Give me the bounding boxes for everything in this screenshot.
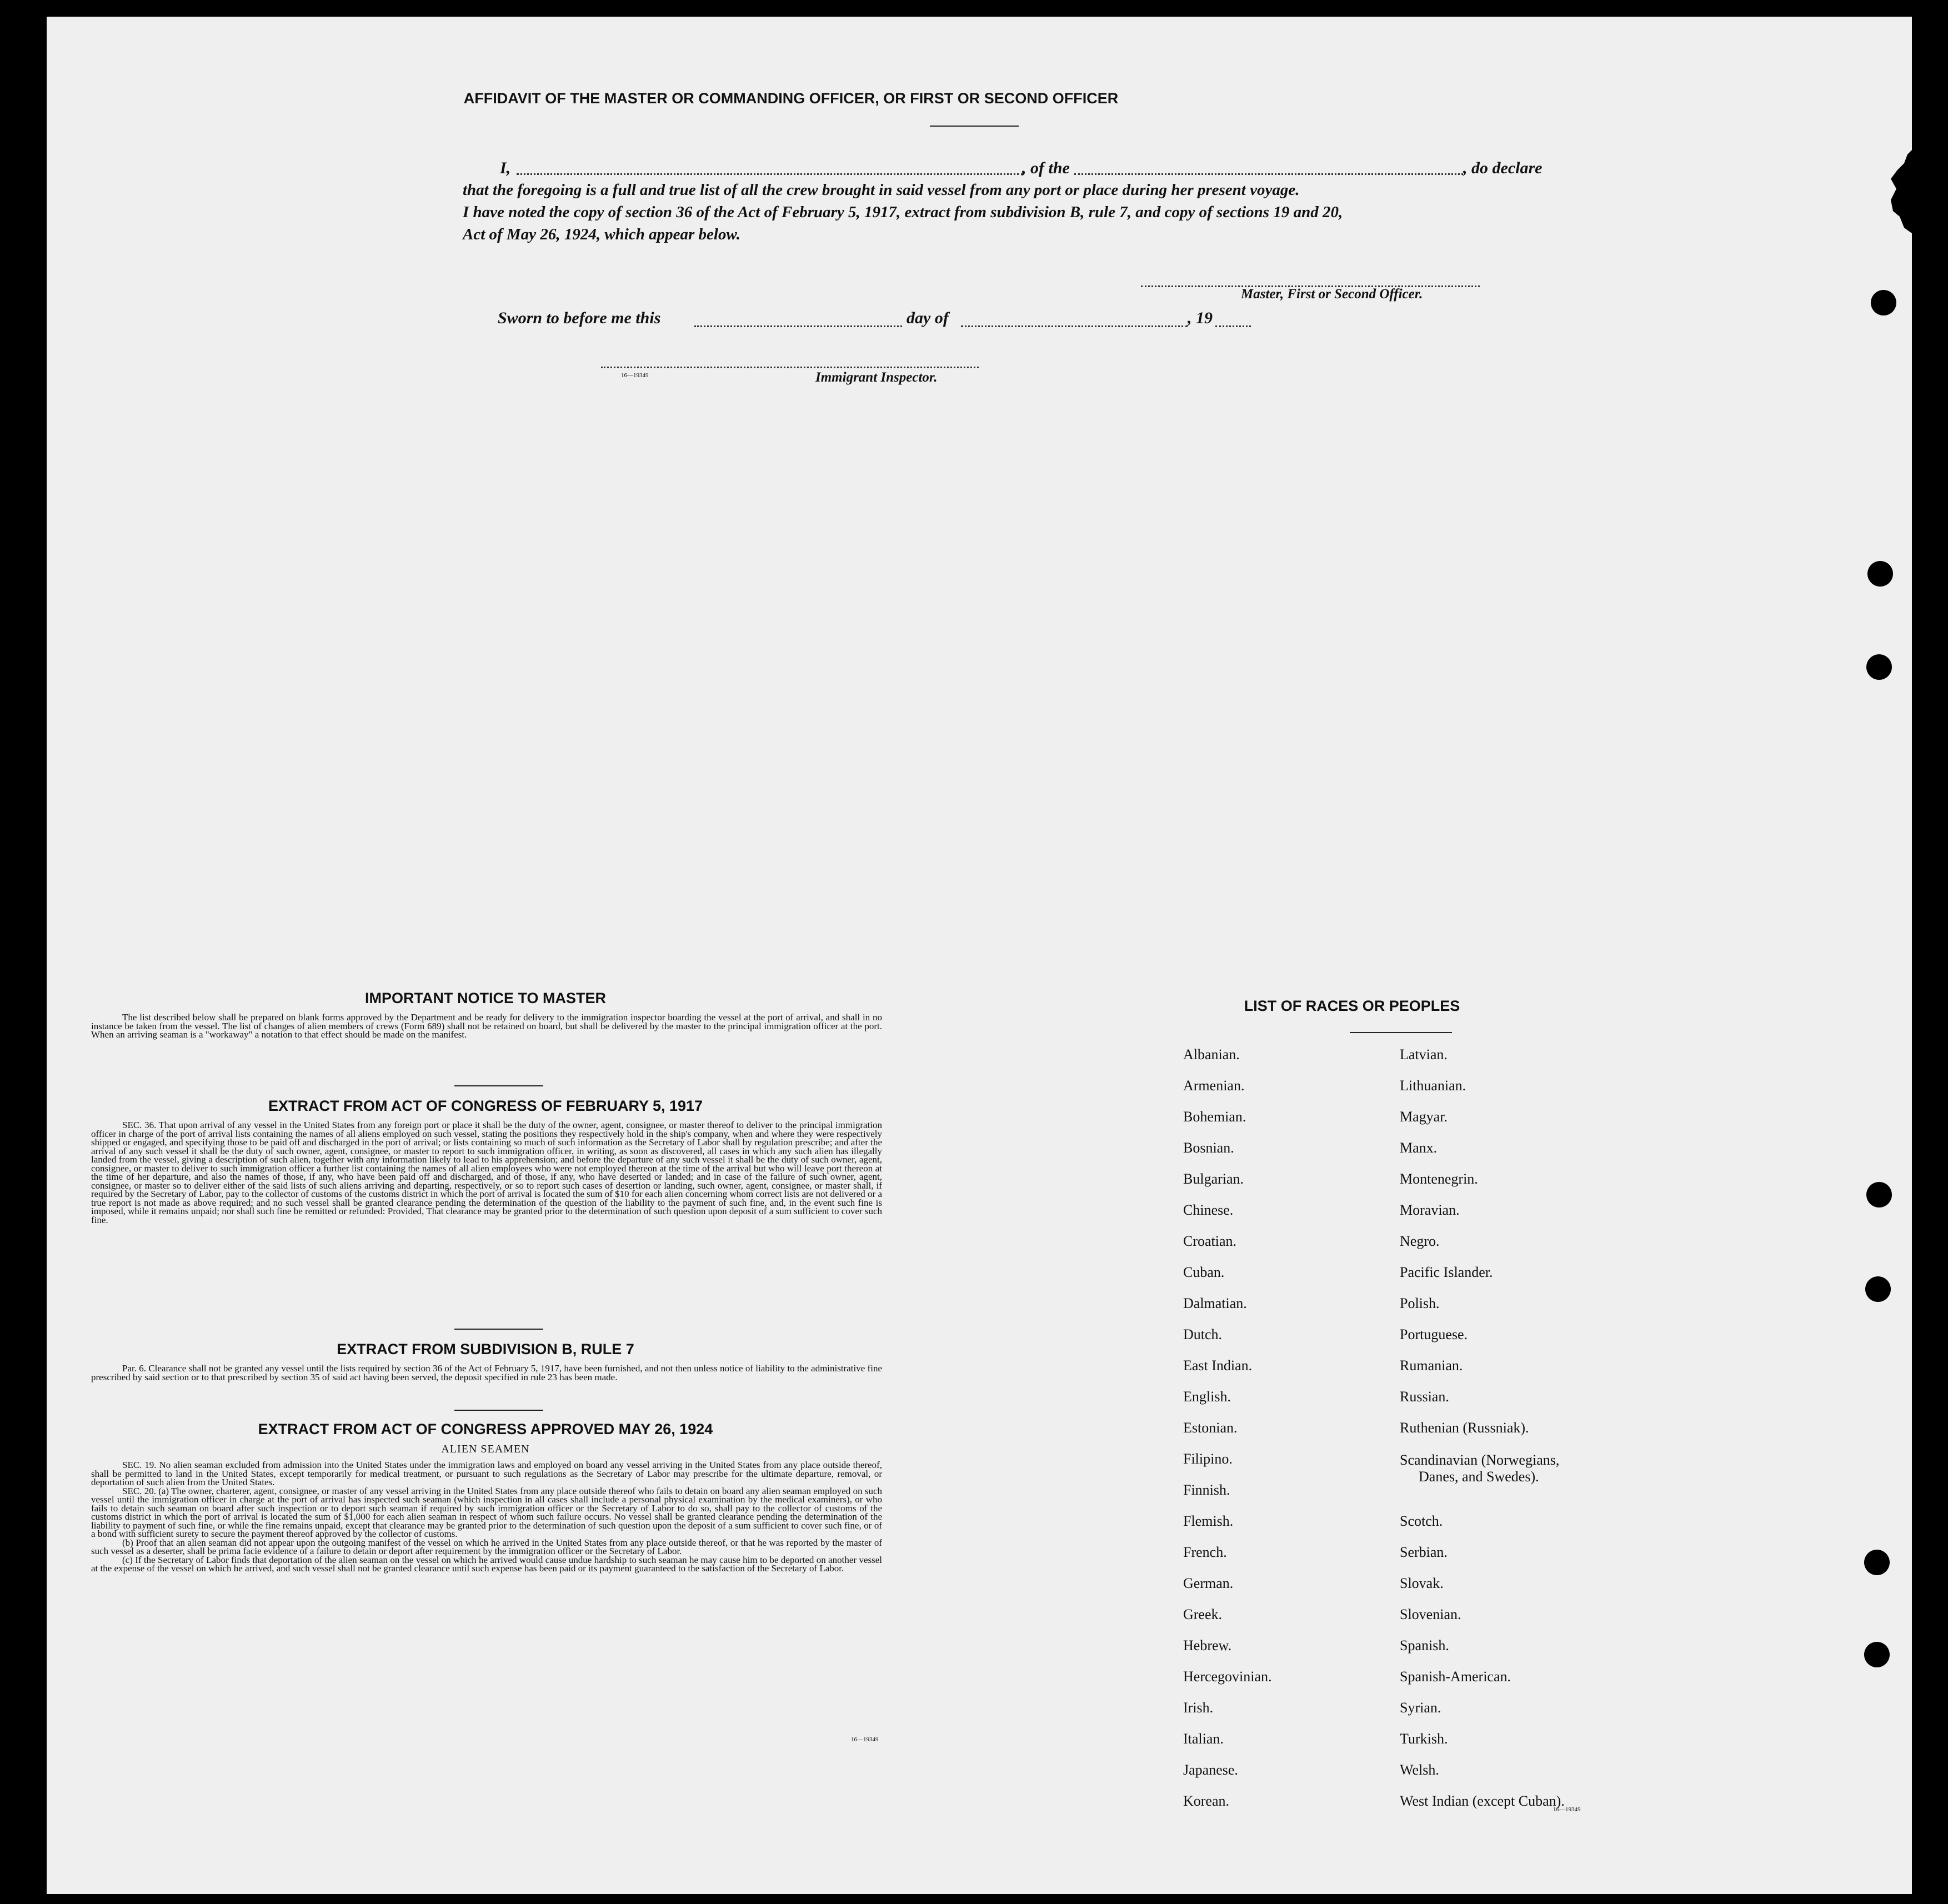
punch-hole [1867, 561, 1893, 587]
races-divider [1350, 1032, 1452, 1033]
form-page [47, 17, 1912, 1894]
sworn-month-field[interactable] [961, 325, 1188, 327]
extract-1924-text [91, 1461, 882, 1573]
extract-form-number: 16—19349 [851, 1736, 879, 1743]
of-the-label: , of the [1022, 159, 1070, 177]
affidavit-line-4: Act of May 26, 1924, which appear below. [463, 226, 740, 243]
race-item: Turkish. [1400, 1731, 1448, 1747]
race-item: Bohemian. [1183, 1109, 1246, 1125]
declarant-prefix: I, [500, 159, 511, 177]
race-item: Estonian. [1183, 1420, 1238, 1436]
race-item: Polish. [1400, 1295, 1440, 1311]
extract-1924-title: EXTRACT FROM ACT OF CONGRESS APPROVED MAY 26, 1924 [258, 1421, 713, 1437]
race-item: Slovenian. [1400, 1606, 1461, 1622]
section-19-paragraph: SEC. 19. No alien seaman excluded from admission into the United States under the immigration laws and employed on board any vessel arriving in the United States from any place outside thereof, shall be permitted to land in the United States, except temporarily for medical treatment, or pursuant to such regulations as the Secretary of Labor may prescribe for the ultimate departure, removal, or deportation of such alien from the United States. [91, 1460, 882, 1487]
sworn-year-field[interactable] [1215, 325, 1251, 327]
section-36-paragraph: SEC. 36. That upon arrival of any vessel in the United States from any foreign port or place it shall be the duty of the owner, agent, consignee, or master thereof to deliver to the principal immigration officer in charge of the port of arrival lists containing the names of all aliens employed on such vessel, stating the positions they respectively hold in the ship's company, when and where they were respectively shipped or engaged, and specifying those to be paid off and discharged in the port of arrival; or lists containing so much of such information as the Secretary of Labor shall by regulation prescribe; and after the arrival of any such vessel it shall be the duty of such owner, agent, consignee, or master to report to such immigration officer, in writing, as soon as discovered, all cases in which any such alien has illegally landed from the vessel, giving a description of such alien, together with any information likely to lead to his apprehension; and before the departure of any such vessel it shall be the duty of such owner, agent, consignee, or master to deliver to such immigration officer a further list containing the names of all alien employees who were not employed thereon at the time of the arrival but who will leave port thereon at the time of her departure, and also the names of those, if any, who have been paid off and discharged, and of those, if any, who have deserted or landed; and in case of the failure of such owner, agent, consignee, or master so to deliver either of the said lists of such aliens arriving and departing, respectively, or so to report such cases of desertion or landing, such owner, agent, consignee, or master shall, if required by the Secretary of Labor, pay to the collector of customs of the customs district in which the port of arrival is located the sum of $10 for each alien concerning whom correct lists are not delivered or a true report is not made as above required; and no such vessel shall be granted clearance pending the determination of the question of the liability to the payment of such fine, and, in the event such fine is imposed, while it remains unpaid; nor shall such fine be remitted or refunded: Provided, That clearance may be granted prior to the determination of such question upon deposit of a sum sufficient to cover such fine. [91, 1120, 882, 1225]
races-title: LIST OF RACES OR PEOPLES [1244, 998, 1460, 1014]
race-item: Japanese. [1183, 1762, 1238, 1778]
race-item: Croatian. [1183, 1233, 1237, 1249]
race-item: French. [1183, 1544, 1227, 1560]
punch-hole [1866, 1182, 1892, 1207]
extract-1917-text [91, 1121, 882, 1224]
extract-1917-divider [454, 1329, 543, 1330]
year-prefix: , 19 [1188, 309, 1213, 327]
race-item: Spanish-American. [1400, 1668, 1511, 1685]
race-item: Greek. [1183, 1606, 1223, 1622]
race-item: Latvian. [1400, 1046, 1448, 1063]
inspector-label: Immigrant Inspector. [815, 370, 938, 385]
alien-seamen-subtitle: ALIEN SEAMEN [441, 1443, 530, 1455]
rule-7-paragraph: Par. 6. Clearance shall not be granted any vessel until the lists required by section 36 of the Act of February 5, 1917, have been furnished, and not then unless notice of liability to the administrative fine prescribed by said section or to that prescribed by section 35 of said act having been served, the deposit specified in rule 23 has been made. [91, 1363, 882, 1382]
affidavit-title: AFFIDAVIT OF THE MASTER OR COMMANDING OFFICER, OR FIRST OR SECOND OFFICER [463, 90, 1119, 107]
sworn-label: Sworn to before me this [498, 309, 661, 327]
race-item: Pacific Islander. [1400, 1264, 1493, 1280]
rule-7-title: EXTRACT FROM SUBDIVISION B, RULE 7 [337, 1341, 634, 1357]
race-item: Slovak. [1400, 1575, 1444, 1591]
race-item: Chinese. [1183, 1202, 1234, 1218]
declare-label: , do declare [1463, 159, 1543, 177]
race-item: Portuguese. [1400, 1326, 1468, 1342]
race-item: Lithuanian. [1400, 1078, 1466, 1094]
race-item: Hebrew. [1183, 1637, 1232, 1654]
race-item: Korean. [1183, 1793, 1230, 1809]
extract-1917-title: EXTRACT FROM ACT OF CONGRESS OF FEBRUARY 5, 1917 [268, 1098, 703, 1114]
race-item: Spanish. [1400, 1637, 1449, 1654]
race-item: Italian. [1183, 1731, 1224, 1747]
affidavit-line-2: that the foregoing is a full and true list of all the crew brought in said vessel from any port or place during her present voyage. [463, 181, 1300, 199]
race-item: Cuban. [1183, 1264, 1225, 1280]
race-item: German. [1183, 1575, 1234, 1591]
race-item: Bulgarian. [1183, 1171, 1244, 1187]
torn-edge [1846, 150, 1912, 233]
race-item: West Indian (except Cuban). [1400, 1793, 1565, 1809]
day-of-label: day of [907, 309, 949, 327]
section-20c-paragraph: (c) If the Secretary of Labor finds that deportation of the alien seaman on the vessel on which he arrived would cause undue hardship to such seaman he may cause him to be deported on another vessel at the expense of the vessel on which he arrived, and such vessel shall not be granted clearance until such expense has been paid or its payment guaranteed to the satisfaction of the Secretary of Labor. [91, 1554, 882, 1574]
race-item: Negro. [1400, 1233, 1440, 1249]
races-form-number: 16—19349 [1553, 1806, 1581, 1813]
race-item: Flemish. [1183, 1513, 1234, 1529]
punch-hole [1864, 1550, 1890, 1575]
race-item: Ruthenian (Russniak). [1400, 1420, 1529, 1436]
sworn-day-field[interactable] [694, 325, 902, 327]
race-item: English. [1183, 1389, 1231, 1405]
section-20a-paragraph: SEC. 20. (a) The owner, charterer, agent, consignee, or master of any vessel arriving in the United States from any place outside thereof who fails to detain on board any alien seaman employed on such vessel until the immigration officer in charge at the port of arrival has inspected such seaman (which inspection in all cases shall include a personal physical examination by the medical examiners), or who fails to detain such seaman on board after such inspection or to deport such seaman if required by such immigration officer or the Secretary of Labor to do so, shall pay to the collector of customs of the customs district in which the port of arrival is located the sum of $1,000 for each alien seaman in respect of whom such failure occurs. No vessel shall be granted clearance pending the determination of the liability to payment of such fine, or while the fine remains unpaid, except that clearance may be granted prior to the determination of such question upon the deposit of a sum sufficient to cover such fine, or of a bond with sufficient surety to secure the payment thereof approved by the collector of customs. [91, 1485, 882, 1539]
inspector-signature-field[interactable] [601, 367, 979, 368]
race-item: Montenegrin. [1400, 1171, 1478, 1187]
race-item: Scotch. [1400, 1513, 1443, 1529]
race-item: Hercegovinian. [1183, 1668, 1272, 1685]
affidavit-form-number: 16—19349 [621, 372, 649, 379]
race-item: Dutch. [1183, 1326, 1223, 1342]
race-item: Magyar. [1400, 1109, 1448, 1125]
punch-hole [1866, 654, 1892, 680]
race-item: Scandinavian (Norwegians, [1400, 1452, 1560, 1468]
race-item: Manx. [1400, 1140, 1438, 1156]
race-item: Bosnian. [1183, 1140, 1234, 1156]
declarant-name-field[interactable] [517, 173, 1023, 175]
race-item: Filipino. [1183, 1451, 1233, 1467]
notice-title: IMPORTANT NOTICE TO MASTER [365, 990, 606, 1006]
title-divider [930, 126, 1019, 127]
race-item: Finnish. [1183, 1482, 1230, 1498]
punch-hole [1865, 1276, 1891, 1302]
rule-7-divider [454, 1410, 543, 1411]
race-item: Armenian. [1183, 1078, 1245, 1094]
section-20b-paragraph: (b) Proof that an alien seaman did not appear upon the outgoing manifest of the vessel on which he arrived in the United States from any place outside thereof, or that he was reported by the master of such vessel as a deserter, shall be prima facie evidence of a failure to detain or deport after requirement by the immigration officer or the Secretary of Labor. [91, 1537, 882, 1556]
race-item: Russian. [1400, 1389, 1449, 1405]
notice-divider [454, 1085, 543, 1086]
race-item: Albanian. [1183, 1046, 1240, 1063]
race-item: Dalmatian. [1183, 1295, 1247, 1311]
master-signature-label: Master, First or Second Officer. [1241, 287, 1423, 302]
race-item: Moravian. [1400, 1202, 1460, 1218]
race-item: Irish. [1183, 1700, 1214, 1716]
race-item: Serbian. [1400, 1544, 1448, 1560]
notice-paragraph: The list described below shall be prepared on blank forms approved by the Department and be ready for delivery to the immigration inspector boarding the vessel at the port of arrival, and shall in no instance be taken from the vessel. The list of changes of alien members of crews (Form 689) shall not be retained on board, but shall be delivered by the master to the principal immigration officer at the port. When an arriving seaman is a "workaway" a notation to that effect should be made on the manifest. [91, 1012, 882, 1040]
vessel-name-field[interactable] [1074, 173, 1463, 175]
punch-hole [1871, 290, 1896, 315]
race-item: Syrian. [1400, 1700, 1441, 1716]
notice-text [91, 1013, 882, 1039]
race-item: Rumanian. [1400, 1357, 1463, 1374]
rule-7-text [91, 1364, 882, 1381]
race-item: Welsh. [1400, 1762, 1439, 1778]
punch-hole [1864, 1642, 1890, 1667]
race-item: East Indian. [1183, 1357, 1253, 1374]
race-item: Danes, and Swedes). [1419, 1469, 1539, 1485]
affidavit-line-3: I have noted the copy of section 36 of the Act of February 5, 1917, extract from subdivision B, rule 7, and copy of sections 19 and 20, [463, 203, 1343, 221]
